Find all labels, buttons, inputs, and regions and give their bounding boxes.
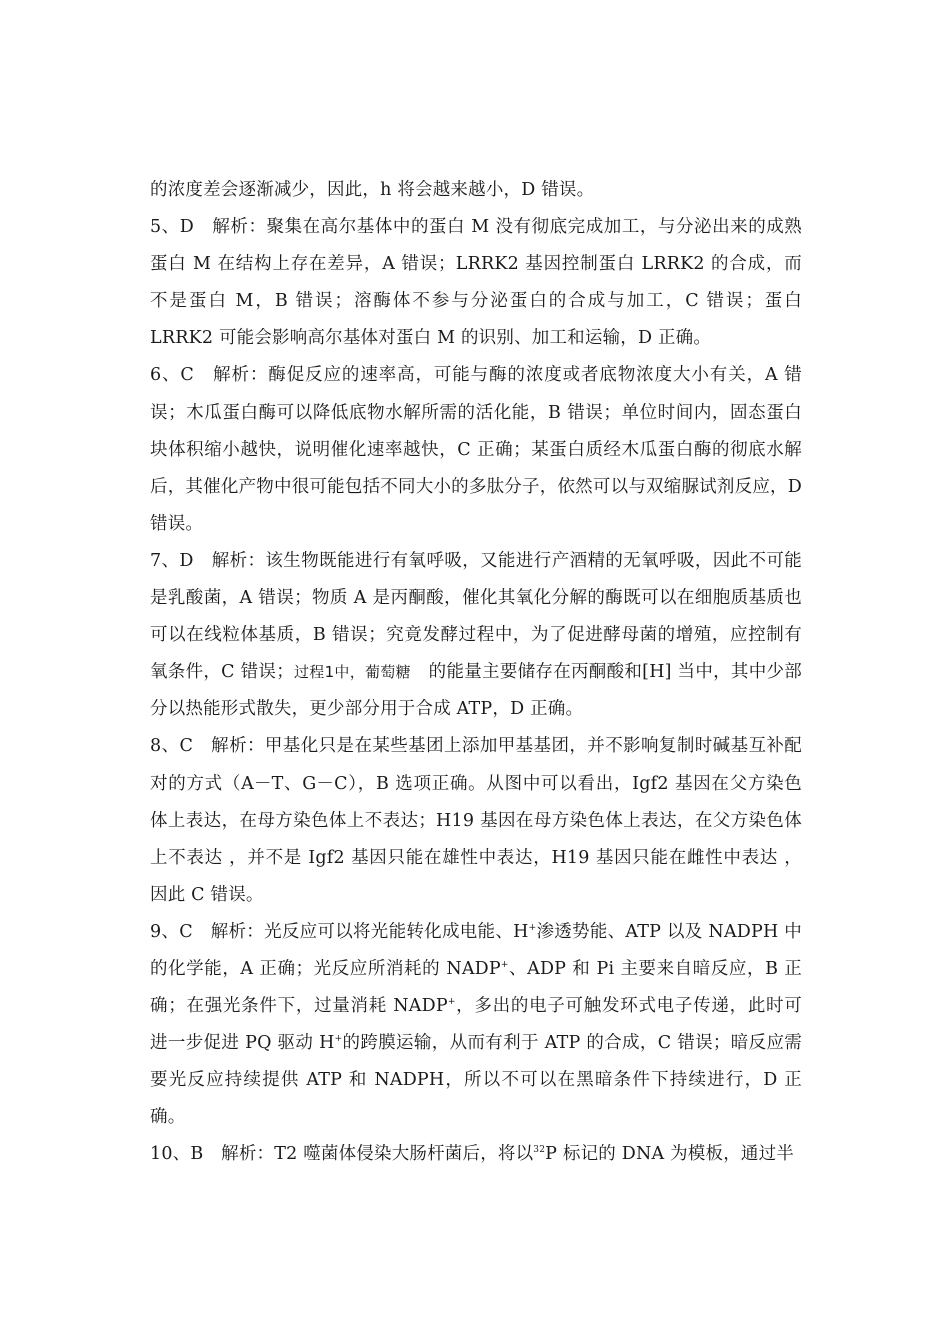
answer-7: 7、D 解析：该生物既能进行有氧呼吸，又能进行产酒精的无氧呼吸，因此不可能是乳酸菌，A 错误；物质 A 是丙酮酸，催化其氧化分解的酶既可以在细胞质基质也可以在线粒体基质，B 错误；究竟发酵过程中，为了促进酵母菌的增殖，应控制有氧条件，C 错误；过程1中，葡萄糖 的能量主要储存在丙酮酸和[H] 当中，其中少部分以热能形式散失，更少部分用于合成 ATP，D 正确。 bbox=[150, 550, 802, 720]
answer-5: 5、D 解析：聚集在高尔基体中的蛋白 M 没有彻底完成加工，与分泌出来的成熟蛋白 M 在结构上存在差异，A 错误；LRRK2 基因控制蛋白 LRRK2 的合成，而不是蛋白 M，B 错误；溶酶体不参与分泌蛋白的合成与加工，C 错误；蛋白 LRRK2 可能会影响高尔基体对蛋白 M 的识别、加工和运输，D 正确。 bbox=[150, 217, 802, 349]
superscript-plus: + bbox=[447, 997, 456, 1008]
answer-10: 10、B 解析：T2 噬菌体侵染大肠杆菌后，将以$^{32}$P 标记的 DNA 为模板，通过半 bbox=[150, 1144, 794, 1165]
paragraph-continuation: 的浓度差会逐渐减少，因此，h 将会越来越小，D 错误。 bbox=[150, 180, 595, 200]
superscript-plus: + bbox=[334, 1034, 343, 1045]
answer-8: 8、C 解析：甲基化只是在某些基团上添加甲基基团，并不影响复制时碱基互补配对的方式（A－T、G－C），B 选项正确。从图中可以看出，Igf2 基因在父方染色体上表达，在母方染色体上不表达；H19 基因在母方染色体上表达，在父方染色体上不表达 ，并不是 Igf2 基因只能在雄性中表达，H19 基因只能在雌性中表达 ，因此 C 错误。 bbox=[150, 736, 802, 905]
answer-6: 6、C 解析：酶促反应的速率高，可能与酶的浓度或者底物浓度大小有关，A 错误；木瓜蛋白酶可以降低底物水解所需的活化能，B 错误；单位时间内，固态蛋白块体积缩小越快，说明催化速率越快，C 正确；某蛋白质经木瓜蛋白酶的彻底水解后，其催化产物中很可能包括不同大小的多肽分子，依然可以与双缩脲试剂反应，D 错误。 bbox=[150, 365, 802, 534]
pasted-text-fragment: 过程1中，葡萄糖 bbox=[293, 663, 411, 682]
superscript-plus: + bbox=[528, 922, 537, 933]
superscript-isotope: 32 bbox=[533, 1145, 546, 1156]
answer-9: 9、C 解析：光反应可以将光能转化成电能、H+渗透势能、ATP 以及 NADPH 中的化学能，A 正确；光反应所消耗的 NADP+、ADP 和 Pi 主要来自暗反应，B 正确；在强光条件下，过量消耗 NADP+，多出的电子可触发环式电子传递，此时可进一步促进 PQ 驱动 H+的跨膜运输，从而有利于 ATP 的合成，C 错误；暗反应需要光反应持续提供 ATP 和 NADPH，所以不可以在黑暗条件下持续进行，D 正确。 bbox=[150, 921, 802, 1128]
superscript-plus: + bbox=[500, 959, 509, 970]
answer-explanations bbox=[150, 172, 802, 1174]
